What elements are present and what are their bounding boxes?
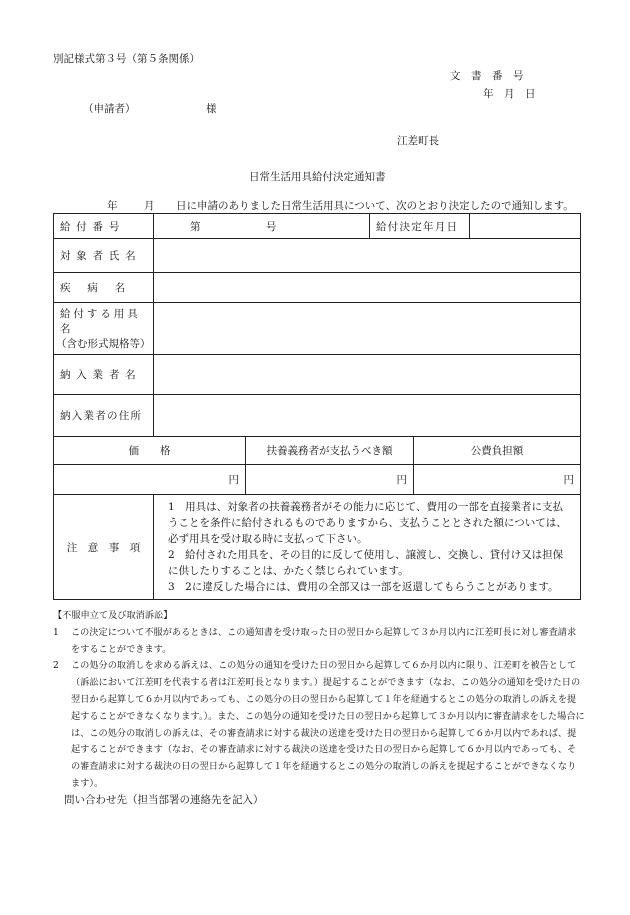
public-amount-label: 公費負担額 xyxy=(414,437,581,465)
disease-field[interactable] xyxy=(154,273,581,303)
recipient-label: 対象者氏名 xyxy=(54,239,154,273)
intro-year: 年 xyxy=(107,200,118,212)
note-item-1: 1 用具は、対象者の扶養義務者がその能力に応じて、費用の一部を直接業者に支払うことを条件に給付されるものでありますから、支払うこととされた額については、必ず用具を受け取る時に支払って下さい。 xyxy=(168,501,567,545)
price-field[interactable] xyxy=(54,465,246,495)
recipient-field[interactable] xyxy=(154,239,581,273)
appeal-title: 【不服申立て及び取消訴訟】 xyxy=(53,610,173,621)
supplier-label: 納入業者名 xyxy=(54,355,154,395)
equipment-label-line1: 給付する用具名 xyxy=(60,308,141,335)
equipment-label xyxy=(54,303,154,355)
notes-list xyxy=(154,495,581,600)
decision-date-field[interactable] xyxy=(470,214,581,239)
notes-label: 注 意 事 項 xyxy=(54,495,154,600)
appeal-section xyxy=(53,608,585,793)
payer-yen: 円 xyxy=(396,474,408,486)
grant-number-field[interactable] xyxy=(154,214,370,239)
page-title: 日常生活用具給付決定通知書 xyxy=(249,171,386,183)
payer-amount-label: 扶養義務者が支払うべき額 xyxy=(246,437,414,465)
date-label: 年 月 日 xyxy=(483,88,536,100)
note-item-2: 2 給付された用具を、その目的に反して使用し、譲渡し、交換し、貸付け又は担保に供したりすることは、かたく禁じられています。 xyxy=(168,549,564,577)
honorific: 様 xyxy=(206,103,217,115)
equipment-field[interactable] xyxy=(154,303,581,355)
supplier-field[interactable] xyxy=(154,355,581,395)
grant-number-prefix: 第 xyxy=(190,220,201,233)
decision-table xyxy=(53,213,581,600)
price-label: 価 格 xyxy=(54,437,246,465)
contact-info: 問い合わせ先（担当部署の連絡先を記入） xyxy=(64,794,264,806)
appeal-item-2 xyxy=(53,658,585,792)
supplier-address-field[interactable] xyxy=(154,395,581,437)
form-number: 別記様式第３号（第５条関係） xyxy=(53,53,200,65)
grant-number-suffix: 号 xyxy=(265,220,277,233)
appeal-item-1 xyxy=(53,625,585,659)
disease-label: 疾病名 xyxy=(54,273,154,303)
appeal-item-1-text: この決定について不服があるときは、この通知書を受け取った日の翌日から起算して３か月以内に江差町長に対し審査請求をすることができます。 xyxy=(71,626,577,655)
decision-date-label: 給付決定年月日 xyxy=(370,214,470,239)
issuer: 江差町長 xyxy=(397,135,439,147)
appeal-item-2-text: この処分の取消しを求める訴えは、この処分の通知を受けた日の翌日から起算して６か月以内に限り、江差町を被告として（訴訟において江差町を代表する者は江差町長となります。）提起することができます（なお、この処分の通知を受けた日の翌日から起算して６か月以内であっても、この処分の日の翌日から起算して１年を経過するとこの処分の取消しの訴えを提起することができなくなります。）。また、この処分の通知を受けた日の翌日から起算して３か月以内に審査請求をした場合には、この処分の取消しの訴えは、その審査請求に対する裁決の送達を受けた日の翌日から起算して６か月以内であれば、提起することができます（なお、その審査請求に対する裁決の送達を受けた日の翌日から起算して６か月以内であっても、その審査請求に対する裁決の日の翌日から起算して１年を経過するとこの処分の取消しの訴えを提起することができなくなります）。 xyxy=(71,660,585,789)
equipment-label-line2: （含む形式規格等） xyxy=(56,338,151,350)
grant-number-label: 給付番号 xyxy=(54,214,154,239)
intro-text: 日に申請のありました日常生活用具について、次のとおり決定したので通知します。 xyxy=(176,200,574,212)
appeal-item-2-number: 2 xyxy=(53,660,59,672)
note-item-3: 3 2に違反した場合には、費用の全部又は一部を返還してもらうことがあります。 xyxy=(168,581,559,593)
supplier-address-label: 納入業者の住所 xyxy=(54,395,154,437)
appeal-item-1-number: 1 xyxy=(53,626,59,638)
applicant-label: （申請者） xyxy=(83,103,136,115)
payer-amount-field[interactable] xyxy=(246,465,414,495)
public-amount-field[interactable] xyxy=(414,465,581,495)
document-number-label: 文 書 番 号 xyxy=(450,70,524,82)
public-yen: 円 xyxy=(563,474,575,486)
intro-month: 月 xyxy=(144,200,155,212)
price-yen: 円 xyxy=(228,474,239,486)
